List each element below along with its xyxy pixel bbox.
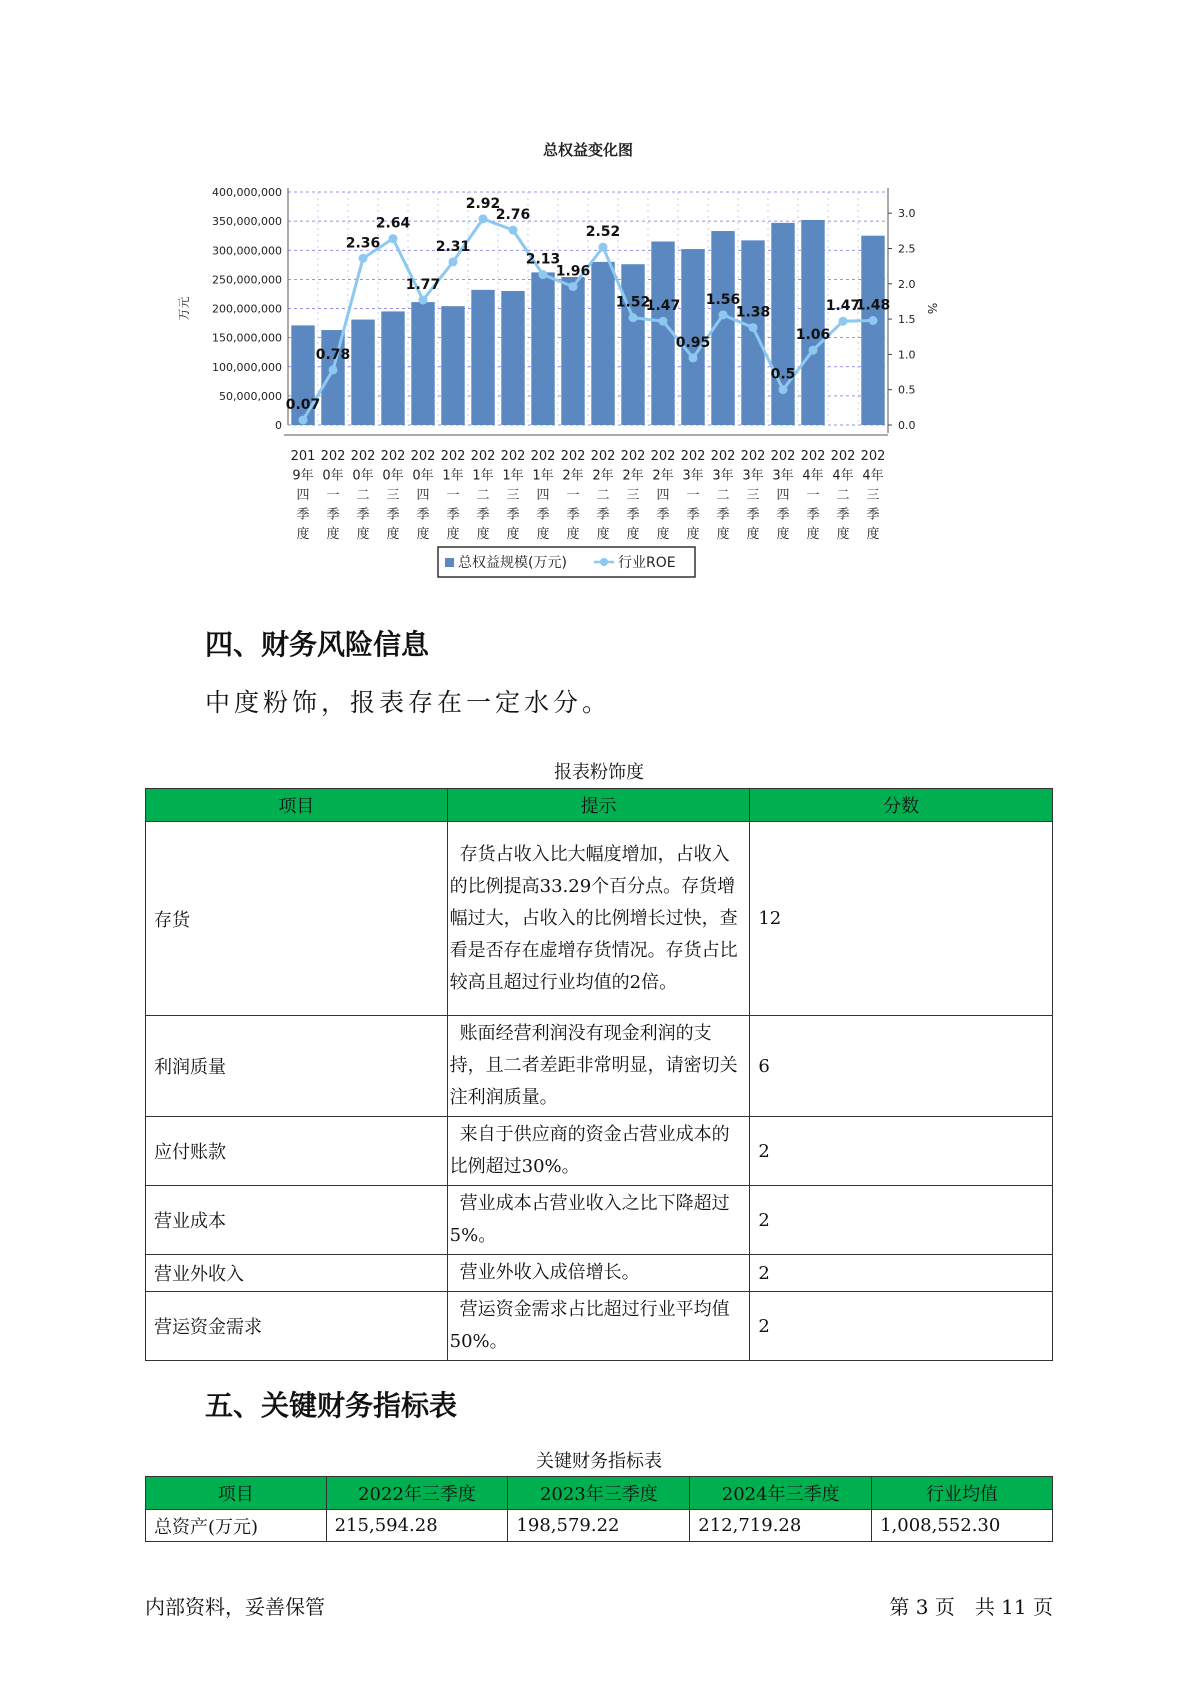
x-tick-label: 202 0年二季度 <box>350 449 376 542</box>
roe-point <box>809 346 818 355</box>
kpi-table-caption: 关键财务指标表 <box>536 1451 662 1472</box>
risk-cell-score: 2 <box>750 1117 1053 1186</box>
roe-data-label: 1.47 <box>645 298 681 315</box>
y-right-tick-label: 2.0 <box>898 277 916 291</box>
risk-cell-item: 营业成本 <box>146 1186 448 1255</box>
legend-label-bar: 总权益规模(万元) <box>458 555 567 571</box>
risk-header-0: 项目 <box>146 789 448 822</box>
kpi-header-2: 2023年三季度 <box>508 1477 690 1510</box>
risk-cell-tip: 账面经营利润没有现金利润的支持，且二者差距非常明显，请密切关注利润质量。 <box>447 1016 750 1117</box>
roe-point <box>479 214 488 223</box>
roe-data-label: 0.95 <box>675 334 711 351</box>
bar <box>861 236 884 425</box>
x-tick-label: 202 4年一季度 <box>800 449 826 542</box>
risk-cell-tip: 来自于供应商的资金占营业成本的比例超过30%。 <box>447 1117 750 1186</box>
x-tick-label: 202 3年一季度 <box>680 449 706 542</box>
roe-data-label: 1.56 <box>705 291 741 308</box>
y-left-tick-label: 350,000,000 <box>212 215 282 229</box>
bar <box>501 291 524 425</box>
bar <box>471 290 494 425</box>
x-tick-label: 202 2年二季度 <box>590 449 616 542</box>
legend-label-line: 行业ROE <box>618 555 676 571</box>
y-left-tick-label: 400,000,000 <box>212 186 282 199</box>
risk-table-row <box>146 1016 1053 1117</box>
roe-point <box>389 234 398 243</box>
roe-point <box>779 385 788 394</box>
roe-data-label: 2.52 <box>585 224 621 241</box>
roe-data-label: 1.48 <box>855 297 891 314</box>
y-left-tick-label: 250,000,000 <box>212 273 282 287</box>
kpi-cell: 198,579.22 <box>508 1510 690 1542</box>
roe-point <box>509 226 518 235</box>
roe-point <box>359 254 368 263</box>
risk-header-1: 提示 <box>447 789 750 822</box>
roe-data-label: 2.36 <box>345 235 381 252</box>
kpi-cell: 总资产(万元) <box>146 1510 327 1542</box>
bar <box>411 302 434 425</box>
risk-cell-score: 12 <box>750 822 1053 1016</box>
risk-table-row <box>146 1292 1053 1361</box>
kpi-header-3: 2024年三季度 <box>690 1477 872 1510</box>
risk-table-row <box>146 1255 1053 1292</box>
roe-point <box>839 317 848 326</box>
y-right-tick-label: 0.5 <box>898 383 916 397</box>
footer-confidential: 内部资料，妥善保管 <box>145 1595 325 1619</box>
risk-table-header <box>146 789 1053 822</box>
roe-point <box>659 317 668 326</box>
risk-cell-score: 2 <box>750 1255 1053 1292</box>
roe-point <box>539 270 548 279</box>
risk-cell-score: 2 <box>750 1292 1053 1361</box>
kpi-cell: 1,008,552.30 <box>872 1510 1053 1542</box>
risk-cell-item: 存货 <box>146 822 448 1016</box>
roe-data-label: 2.31 <box>435 238 471 255</box>
x-tick-label: 202 2年三季度 <box>620 449 646 542</box>
roe-data-label: 1.38 <box>735 304 771 321</box>
roe-point <box>689 353 698 362</box>
roe-data-label: 1.77 <box>405 277 441 294</box>
bar <box>381 311 404 425</box>
risk-table <box>145 788 1053 1361</box>
kpi-table <box>145 1476 1053 1542</box>
y-right-tick-label: 1.5 <box>898 313 916 327</box>
roe-point <box>569 282 578 291</box>
x-tick-label: 202 3年二季度 <box>710 449 736 542</box>
section-5-title: 五、关键财务指标表 <box>205 1389 458 1422</box>
bar <box>561 277 584 425</box>
roe-point <box>449 257 458 266</box>
risk-table-caption: 报表粉饰度 <box>554 762 644 783</box>
kpi-cell: 212,719.28 <box>690 1510 872 1542</box>
risk-table-row <box>146 1117 1053 1186</box>
bar <box>591 262 614 425</box>
x-tick-label: 202 4年二季度 <box>830 449 856 542</box>
risk-cell-tip: 营运资金需求占比超过行业平均值50%。 <box>447 1292 750 1361</box>
kpi-header-0: 项目 <box>146 1477 327 1510</box>
y-right-tick-label: 0.0 <box>898 419 916 432</box>
roe-data-label: 1.06 <box>795 327 831 344</box>
y-right-tick-label: 3.0 <box>898 207 916 221</box>
x-tick-label: 202 0年四季度 <box>410 449 436 542</box>
bar <box>771 223 794 425</box>
risk-cell-item: 营业外收入 <box>146 1255 448 1292</box>
bar <box>741 240 764 425</box>
x-tick-label: 202 4年三季度 <box>860 449 886 542</box>
risk-table-row <box>146 822 1053 1016</box>
y-left-tick-label: 300,000,000 <box>212 244 282 258</box>
bar <box>621 264 644 425</box>
y-left-tick-label: 150,000,000 <box>212 331 282 345</box>
x-tick-label: 202 3年三季度 <box>740 449 766 542</box>
roe-point <box>749 323 758 332</box>
x-tick-label: 202 2年四季度 <box>650 449 676 542</box>
risk-cell-score: 2 <box>750 1186 1053 1255</box>
y-left-tick-label: 50,000,000 <box>219 389 282 403</box>
bar <box>351 320 374 425</box>
roe-data-label: 0.5 <box>770 366 796 383</box>
kpi-header-4: 行业均值 <box>872 1477 1053 1510</box>
roe-point <box>419 296 428 305</box>
risk-header-2: 分数 <box>750 789 1053 822</box>
section-4-summary: 中度粉饰，报表存在一定水分。 <box>205 688 612 717</box>
x-tick-label: 202 3年四季度 <box>770 449 796 542</box>
risk-cell-tip: 营业外收入成倍增长。 <box>447 1255 750 1292</box>
equity-chart-svg <box>177 140 960 600</box>
x-tick-label: 202 1年四季度 <box>530 449 556 542</box>
section-4-title: 四、财务风险信息 <box>205 628 430 661</box>
roe-data-label: 0.07 <box>285 397 321 414</box>
roe-data-label: 1.96 <box>555 263 591 280</box>
risk-cell-tip: 存货占收入比大幅度增加，占收入的比例提高33.29个百分点。存货增幅过大，占收入的比例增长过快，查看是否存在虚增存货情况。存货占比较高且超过行业均值的2倍。 <box>447 822 750 1016</box>
kpi-header-1: 2022年三季度 <box>326 1477 508 1510</box>
x-tick-label: 202 0年三季度 <box>380 449 406 542</box>
roe-data-label: 2.64 <box>375 215 411 232</box>
roe-data-label: 1.47 <box>825 298 861 315</box>
roe-data-label: 2.76 <box>495 207 531 224</box>
risk-table-row <box>146 1186 1053 1255</box>
legend-swatch-point <box>600 558 608 566</box>
risk-cell-item: 利润质量 <box>146 1016 448 1117</box>
equity-chart <box>177 140 960 600</box>
chart-title: 总权益变化图 <box>542 141 634 159</box>
y-left-tick-label: 100,000,000 <box>212 360 282 374</box>
x-tick-label: 202 1年二季度 <box>470 449 496 542</box>
risk-cell-score: 6 <box>750 1016 1053 1117</box>
roe-point <box>719 310 728 319</box>
bar <box>801 220 824 425</box>
roe-point <box>329 365 338 374</box>
risk-cell-item: 应付账款 <box>146 1117 448 1186</box>
roe-point <box>299 416 308 425</box>
x-tick-label: 202 1年三季度 <box>500 449 526 542</box>
roe-point <box>629 313 638 322</box>
y-right-tick-label: 2.5 <box>898 242 916 256</box>
y-left-axis-title: 万元 <box>177 296 191 321</box>
risk-cell-tip: 营业成本占营业收入之比下降超过5%。 <box>447 1186 750 1255</box>
kpi-table-row <box>146 1510 1053 1542</box>
y-right-axis-title: % <box>925 302 939 315</box>
roe-point <box>869 316 878 325</box>
x-tick-label: 201 9年四季度 <box>290 449 316 542</box>
legend-swatch-bar <box>445 558 454 567</box>
y-left-tick-label: 200,000,000 <box>212 302 282 316</box>
y-left-tick-label: 0 <box>275 419 282 432</box>
roe-data-label: 2.13 <box>525 251 561 268</box>
roe-data-label: 2.92 <box>465 195 501 212</box>
kpi-cell: 215,594.28 <box>326 1510 508 1542</box>
bar <box>441 306 464 425</box>
x-tick-label: 202 2年一季度 <box>560 449 586 542</box>
bar <box>531 272 554 425</box>
roe-point <box>599 243 608 252</box>
roe-data-label: 1.52 <box>615 294 651 311</box>
x-tick-label: 202 1年一季度 <box>440 449 466 542</box>
footer-page-number: 第 3 页 共 11 页 <box>889 1595 1053 1619</box>
roe-data-label: 0.78 <box>315 346 351 363</box>
risk-cell-item: 营运资金需求 <box>146 1292 448 1361</box>
x-tick-label: 202 0年一季度 <box>320 449 346 542</box>
y-right-tick-label: 1.0 <box>898 348 916 362</box>
kpi-table-header <box>146 1477 1053 1510</box>
